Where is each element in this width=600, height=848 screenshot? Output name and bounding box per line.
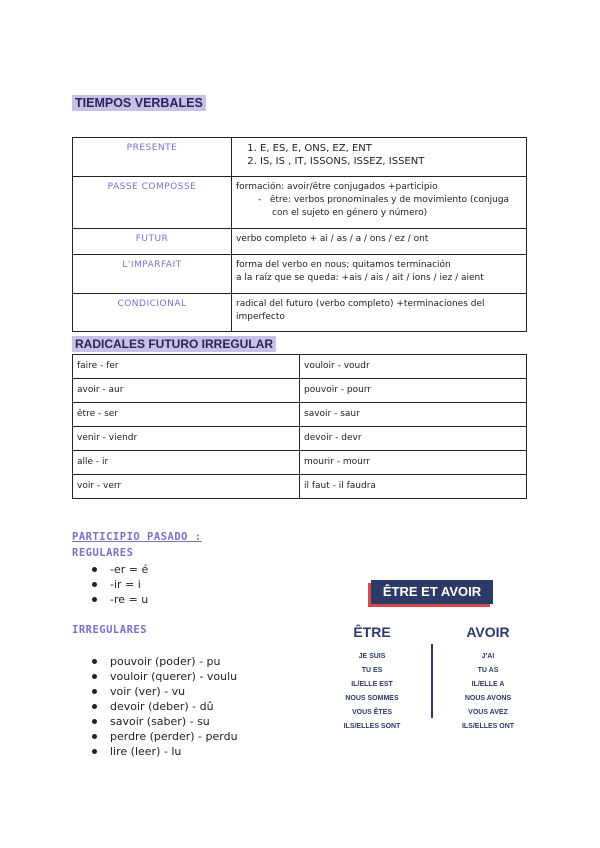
- tense-line: imperfecto: [236, 312, 285, 322]
- etre-conjugation: JE SUIS: [358, 653, 386, 660]
- etre-avoir-banner: ÊTRE ET AVOIR: [371, 580, 493, 604]
- tense-name: PRESENTE: [73, 138, 232, 177]
- tense-description: [232, 255, 527, 294]
- tense-line: a la raíz que se queda: +ais / ais / ait / ions / iez / aient: [236, 273, 484, 283]
- radical-row: [73, 451, 527, 475]
- avoir-conjugation: IL/ELLE A: [471, 681, 505, 688]
- radical-cell: faire - fer: [73, 355, 300, 379]
- irregular-participle: perdre (perder) - perdu: [90, 729, 238, 744]
- radical-cell: venir - viendr: [73, 427, 300, 451]
- etre-avoir-divider: [431, 644, 433, 718]
- radicales-table: [72, 354, 527, 499]
- irregular-participle: vouloir (querer) - voulu: [90, 669, 238, 684]
- avoir-conjugation: ILS/ELLES ONT: [461, 723, 515, 730]
- radical-row: [73, 355, 527, 379]
- tense-name: PASSE COMPOSSE: [73, 177, 232, 229]
- radical-cell: voir - verr: [73, 475, 300, 499]
- radical-cell: être - ser: [73, 403, 300, 427]
- tense-row: [73, 138, 527, 177]
- etre-heading: ÊTRE: [353, 624, 391, 640]
- radical-cell: alle - ir: [73, 451, 300, 475]
- etre-conjugation: TU ES: [361, 667, 383, 674]
- tense-description: [232, 229, 527, 255]
- radicales-title: RADICALES FUTURO IRREGULAR: [72, 336, 276, 352]
- participio-title: PARTICIPIO PASADO :: [72, 531, 202, 543]
- irregular-participle: savoir (saber) - su: [90, 714, 238, 729]
- tense-row: [73, 177, 527, 229]
- tense-line: radical del futuro (verbo completo) +terminaciones del: [236, 299, 485, 309]
- tense-line: verbo completo + ai / as / a / ons / ez / ont: [236, 234, 429, 244]
- regular-ending: -er = é: [90, 562, 148, 577]
- tense-row: [73, 294, 527, 332]
- regulares-title: REGULARES: [72, 547, 134, 559]
- irregulares-title: IRREGULARES: [72, 624, 148, 636]
- tense-name: L'IMPARFAIT: [73, 255, 232, 294]
- radical-cell: il faut - il faudra: [300, 475, 527, 499]
- regular-ending: -ir = i: [90, 577, 148, 592]
- etre-conjugation: ILS/ELLES SONT: [343, 723, 401, 730]
- radical-cell: avoir - aur: [73, 379, 300, 403]
- etre-conjugation: VOUS ÊTES: [351, 709, 393, 716]
- radical-row: [73, 475, 527, 499]
- etre-conjugation: NOUS SOMMES: [345, 695, 399, 702]
- tense-description: [232, 138, 527, 177]
- tense-endings-list: [236, 142, 522, 168]
- avoir-conjugation: TU AS: [477, 667, 499, 674]
- tense-ending: 1. E, ES, E, ONS, EZ, ENT: [260, 142, 522, 155]
- radical-cell: savoir - saur: [300, 403, 527, 427]
- tense-ending: 2. IS, IS , IT, ISSONS, ISSEZ, ISSENT: [260, 155, 522, 168]
- etre-column: [327, 624, 417, 734]
- irregular-participle: lire (leer) - lu: [90, 744, 238, 759]
- radical-cell: mourir - mourr: [300, 451, 527, 475]
- tense-line: - être: verbos pronominales y de movimiento (conjuga: [258, 195, 510, 205]
- tense-description: [232, 294, 527, 332]
- tense-description: [232, 177, 527, 229]
- tense-line: forma del verbo en nous; quitamos terminación: [236, 260, 451, 270]
- regulares-list: [90, 562, 148, 607]
- radical-cell: devoir - devr: [300, 427, 527, 451]
- tense-line: con el sujeto en género y número): [272, 208, 428, 218]
- tense-name: CONDICIONAL: [73, 294, 232, 332]
- avoir-heading: AVOIR: [466, 624, 510, 640]
- avoir-column: [443, 624, 533, 734]
- radical-cell: vouloir - voudr: [300, 355, 527, 379]
- irregular-participle: voir (ver) - vu: [90, 684, 238, 699]
- tense-name: FUTUR: [73, 229, 232, 255]
- radical-row: [73, 403, 527, 427]
- radical-row: [73, 427, 527, 451]
- irregular-participle: pouvoir (poder) - pu: [90, 654, 238, 669]
- avoir-conjugation: J'AI: [481, 653, 495, 660]
- etre-conjugation: IL/ELLE EST: [351, 681, 393, 688]
- radical-cell: pouvoir - pourr: [300, 379, 527, 403]
- tense-row: [73, 229, 527, 255]
- tense-line: formación: avoir/être conjugados +participio: [236, 182, 438, 192]
- avoir-conjugation: NOUS AVONS: [464, 695, 512, 702]
- tenses-table: [72, 137, 527, 332]
- radical-row: [73, 379, 527, 403]
- tiempos-verbales-title: TIEMPOS VERBALES: [72, 95, 206, 111]
- irregular-participle: devoir (deber) - dû: [90, 699, 238, 714]
- tense-row: [73, 255, 527, 294]
- avoir-conjugation: VOUS AVEZ: [468, 709, 508, 716]
- irregulares-list: [90, 654, 238, 759]
- regular-ending: -re = u: [90, 592, 148, 607]
